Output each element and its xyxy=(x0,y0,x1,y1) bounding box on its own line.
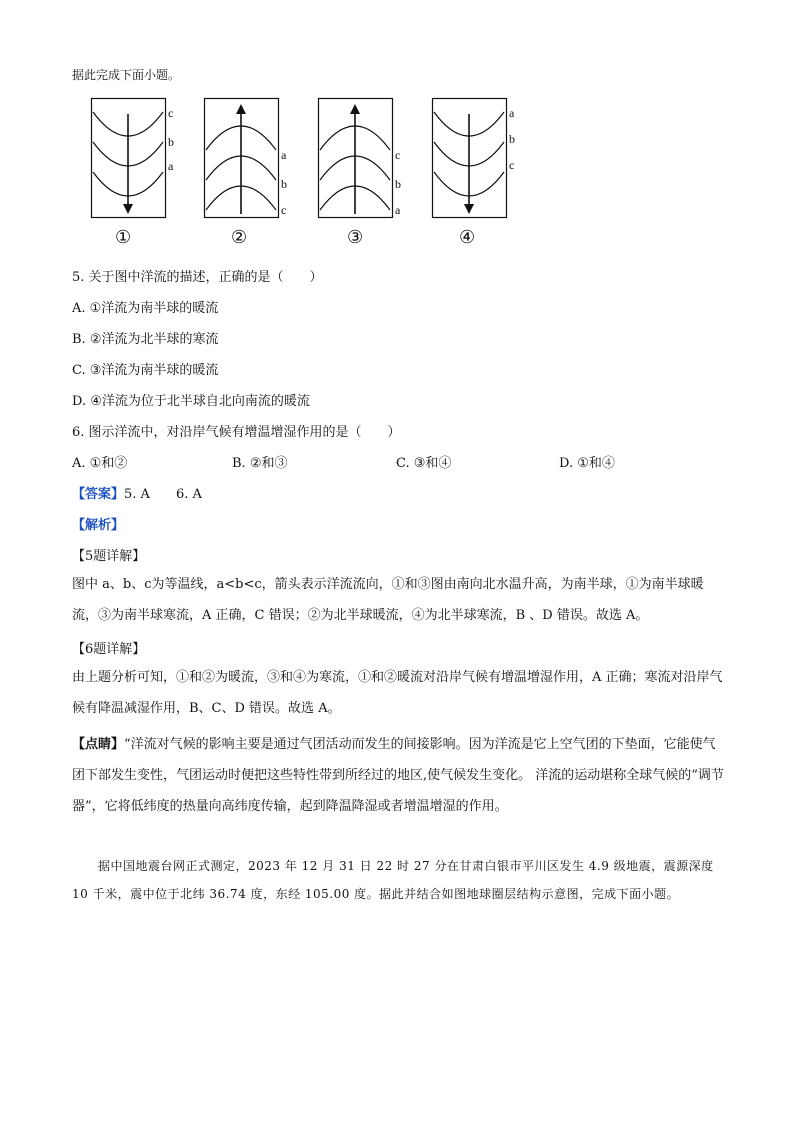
q6-detail-tag: 【6题详解】 xyxy=(72,642,146,657)
diagram-number: ② xyxy=(231,227,248,248)
isotherm-label: b xyxy=(281,177,287,191)
isotherm-label: c xyxy=(395,148,401,162)
current-diagram-3 xyxy=(318,98,401,224)
tips-paragraph xyxy=(72,729,727,822)
isotherm-label: a xyxy=(168,159,174,173)
diagram-number: ① xyxy=(115,227,132,248)
question-5-option-b: B. ②洋流为北半球的寒流 xyxy=(72,332,219,347)
isotherm-label: a xyxy=(395,203,401,217)
question-6-option-d: D. ①和④ xyxy=(559,456,615,471)
next-intro: 据中国地震台网正式测定，2023 年 12 月 31 日 22 时 27 分在甘肃白银市平川区发生 4.9 级地震，震源深度 10 千米，震中位于北纬 36.74 度，东经 105.00 度。据此并结合如图地球圈层结构示意图，完成下面小题。 xyxy=(72,859,714,901)
current-diagram-1 xyxy=(91,98,174,224)
question-5-option-a: A. ①洋流为南半球的暖流 xyxy=(72,301,219,316)
q5-detail-tag: 【5题详解】 xyxy=(72,549,146,564)
tips-text: “洋流对气候的影响主要是通过气团活动而发生的间接影响。因为洋流是它上空气团的下垫面，它能使气团下部发生变性，气团运动时便把这些特性带到所经过的地区,使气候发生变化。 洋流的运动堪称全球气候的“调节器”，它将低纬度的热量向高纬度传输，起到降温降湿或者增温增湿的作用。 xyxy=(72,737,724,814)
question-6-stem: 6. 图示洋流中，对沿岸气候有增温增湿作用的是（ ） xyxy=(72,425,401,440)
diagram-number: ④ xyxy=(459,227,476,248)
question-6-option-b: B. ②和③ xyxy=(232,456,288,471)
diagram-number: ③ xyxy=(347,227,364,248)
isotherm-label: c xyxy=(509,158,515,172)
current-diagram-4 xyxy=(432,98,515,224)
tips-tag: 【点睛】 xyxy=(72,737,125,752)
answer-text: 5. A 6. A xyxy=(124,487,202,502)
question-5-option-d: D. ④洋流为位于北半球自北向南流的暖流 xyxy=(72,394,310,409)
q5-detail-text: 图中 a、b、c为等温线，a<b<c，箭头表示洋流流向，①和③图由南向北水温升高，为南半球，①为南半球暖流，③为南半球寒流，A 正确，C 错误；②为北半球暖流，④为北半球寒流，B 、D 错误。故选 A。 xyxy=(72,577,704,623)
isotherm-label: c xyxy=(168,106,174,120)
isotherm-label: a xyxy=(509,106,515,120)
question-5-option-c: C. ③洋流为南半球的暖流 xyxy=(72,363,219,378)
current-diagram-2 xyxy=(204,98,287,224)
intro-top: 据此完成下面小题。 xyxy=(72,68,181,82)
isotherm-label: c xyxy=(281,203,287,217)
question-5-stem: 5. 关于图中洋流的描述，正确的是（ ） xyxy=(72,270,323,285)
question-6-option-a: A. ①和② xyxy=(72,456,128,471)
isotherm-label: b xyxy=(509,132,515,146)
isotherm-label: b xyxy=(395,177,401,191)
answer-line xyxy=(72,483,202,502)
answer-tag: 【答案】 xyxy=(72,487,125,502)
q6-detail-text: 由上题分析可知，①和②为暖流，③和④为寒流，①和②暖流对沿岸气候有增温增湿作用，A 正确；寒流对沿岸气候有降温减湿作用，B、C、D 错误。故选 A。 xyxy=(72,670,723,716)
analysis-tag: 【解析】 xyxy=(72,518,125,533)
isotherm-label: b xyxy=(168,135,174,149)
question-6-option-c: C. ③和④ xyxy=(396,456,452,471)
isotherm-label: a xyxy=(281,148,287,162)
